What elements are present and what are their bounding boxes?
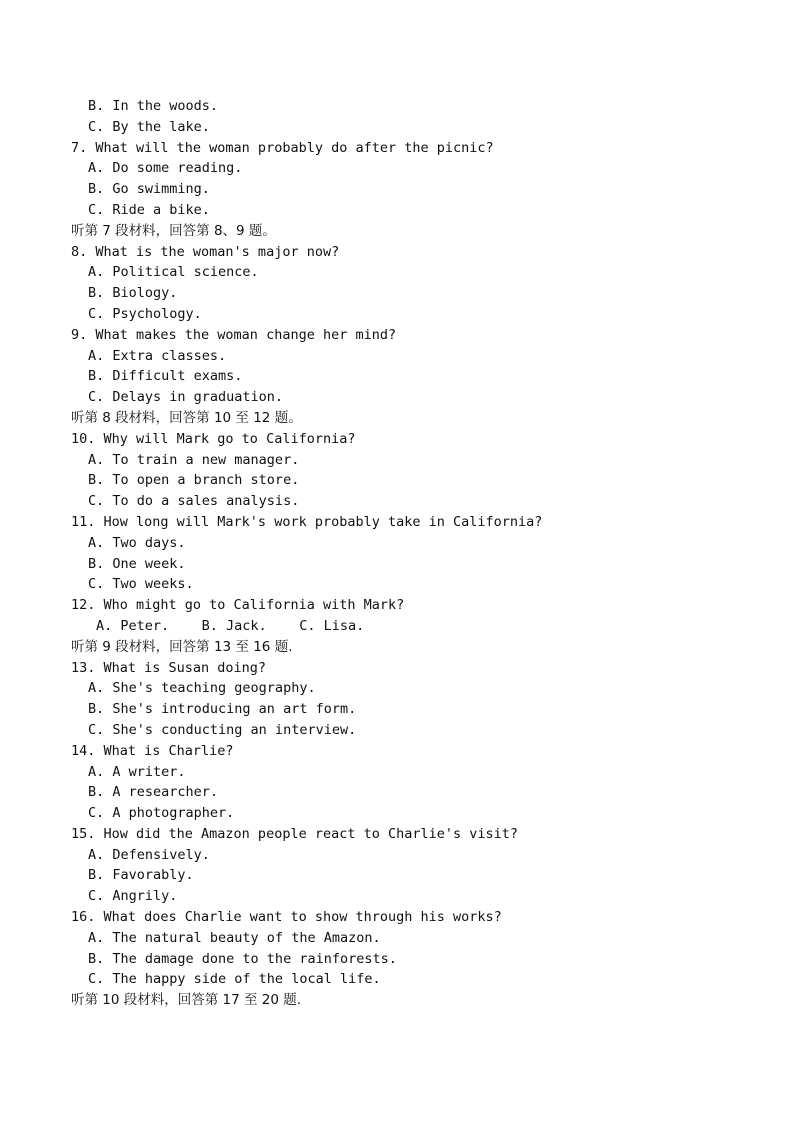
- option-line: A. Two days.: [88, 534, 186, 551]
- option-line: A. Defensively.: [88, 846, 210, 863]
- section-instruction: 听第 9 段材料，回答第 13 至 16 题.: [71, 638, 293, 655]
- option-line: C. Angrily.: [88, 888, 178, 905]
- option-line: B. Go swimming.: [88, 181, 210, 198]
- option-line: C. Two weeks.: [88, 576, 194, 593]
- option-line: B. One week.: [88, 555, 186, 572]
- option-line: C. To do a sales analysis.: [88, 493, 300, 510]
- option-line: A. A writer.: [88, 763, 186, 780]
- option-line: C. Psychology.: [88, 305, 202, 322]
- question-line: 12. Who might go to California with Mark?: [71, 597, 405, 614]
- question-line: 9. What makes the woman change her mind?: [71, 326, 397, 343]
- option-line: A. She's teaching geography.: [88, 680, 316, 697]
- option-line-inline: A. Peter. B. Jack. C. Lisa.: [96, 617, 365, 634]
- option-line: B. To open a branch store.: [88, 472, 300, 489]
- option-line: B. The damage done to the rainforests.: [88, 950, 397, 967]
- option-line: B. In the woods.: [88, 98, 219, 114]
- question-line: 13. What is Susan doing?: [71, 659, 267, 676]
- option-line: C. By the lake.: [88, 118, 210, 135]
- option-line: A. Do some reading.: [88, 160, 243, 177]
- option-line: A. Extra classes.: [88, 347, 227, 364]
- option-line: C. The happy side of the local life.: [88, 971, 381, 988]
- question-line: 15. How did the Amazon people react to Charlie's visit?: [71, 825, 519, 842]
- question-line: 8. What is the woman's major now?: [71, 243, 340, 260]
- listening-section: [71, 96, 751, 1011]
- option-line: A. Political science.: [88, 264, 259, 281]
- option-line: B. She's introducing an art form.: [88, 701, 357, 718]
- option-line: A. To train a new manager.: [88, 451, 300, 468]
- question-line: 7. What will the woman probably do after the picnic?: [71, 139, 494, 156]
- option-line: C. Delays in graduation.: [88, 389, 284, 406]
- option-line: C. She's conducting an interview.: [88, 721, 357, 738]
- section-instruction: 听第 10 段材料，回答第 17 至 20 题.: [71, 992, 302, 1009]
- question-line: 16. What does Charlie want to show through his works?: [71, 909, 502, 926]
- option-line: B. Difficult exams.: [88, 368, 243, 385]
- section-instruction: 听第 8 段材料，回答第 10 至 12 题。: [71, 409, 302, 426]
- option-line: B. Favorably.: [88, 867, 194, 884]
- option-line: C. A photographer.: [88, 805, 235, 822]
- question-line: 14. What is Charlie?: [71, 742, 234, 759]
- question-line: 10. Why will Mark go to California?: [71, 430, 356, 447]
- section-instruction: 听第 7 段材料，回答第 8、9 题。: [71, 222, 276, 239]
- option-line: B. Biology.: [88, 285, 178, 302]
- option-line: A. The natural beauty of the Amazon.: [88, 929, 381, 946]
- option-line: B. A researcher.: [88, 784, 219, 801]
- question-line: 11. How long will Mark's work probably take in California?: [71, 513, 543, 530]
- option-line: C. Ride a bike.: [88, 201, 210, 218]
